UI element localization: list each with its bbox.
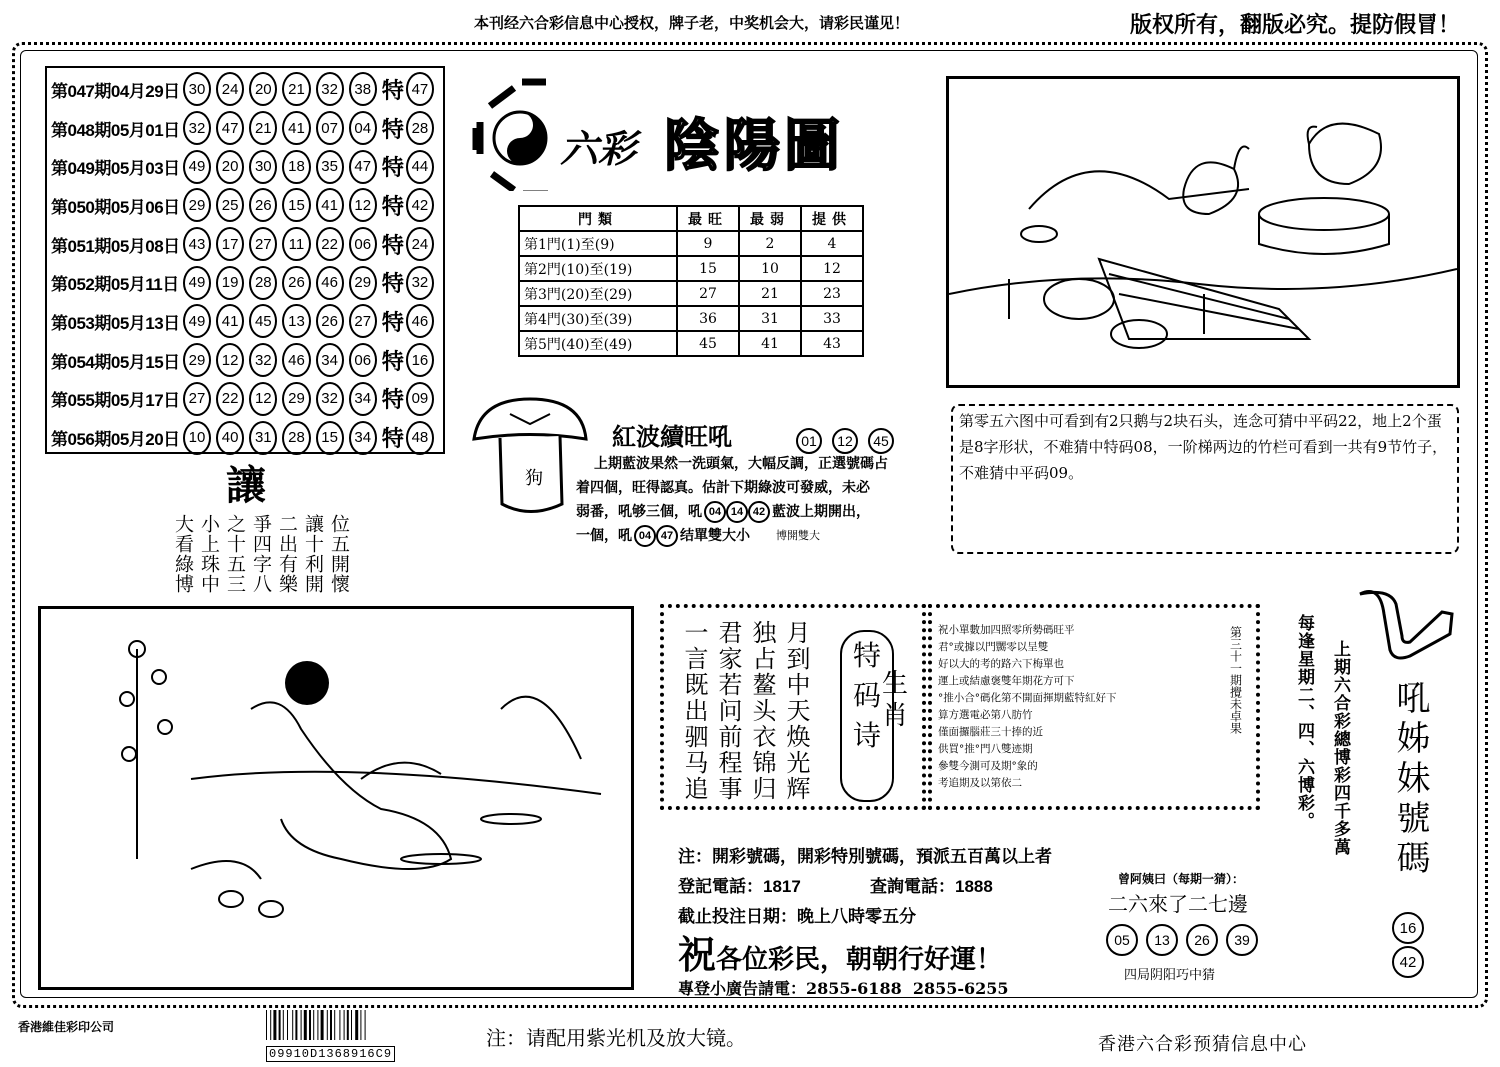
- door-table-row: [519, 231, 863, 256]
- special-ball: 16: [406, 343, 434, 377]
- number-ball: 22: [216, 382, 244, 416]
- number-ball: 10: [183, 421, 211, 455]
- poem-column: 月到中天焕光辉: [782, 620, 810, 802]
- number-ball: 47: [656, 525, 678, 547]
- number-ball: 40: [216, 421, 244, 455]
- rang-verse-column: 大看綠博: [172, 514, 194, 594]
- article-line: 君°或據以門嬲零以呈雙: [938, 641, 1049, 653]
- history-row: [51, 380, 439, 419]
- number-ball: 20: [216, 150, 244, 184]
- rang-verse-column: 爭四字八: [250, 514, 272, 594]
- mushroom-line-3b: 藍波上期開出，: [772, 504, 870, 520]
- special-ball: 46: [406, 304, 434, 338]
- ad-phone: 專登小廣告請電：2855-6188 2855-6255: [678, 979, 1009, 998]
- number-ball: 13: [282, 304, 310, 338]
- number-ball: 29: [183, 343, 211, 377]
- mushroom-line-2: 着四個，旺得認真。估計下期綠波可發威，未必: [576, 480, 870, 496]
- door-table-cell: 2: [739, 231, 801, 256]
- barcode-bar: [317, 1010, 318, 1040]
- barcode-bar: [365, 1010, 366, 1040]
- poem-label2-char: 生: [882, 669, 909, 699]
- aunt-number-ball: 05: [1106, 924, 1138, 956]
- barcode-bar: [344, 1010, 345, 1040]
- number-ball: 06: [349, 343, 377, 377]
- mushroom-dog-label: 狗: [525, 468, 543, 489]
- number-ball: 32: [316, 382, 344, 416]
- poem-box: [660, 604, 926, 810]
- poem-label-char: 特: [852, 639, 881, 672]
- geese-illustration: [946, 76, 1460, 388]
- barcode-number: 09910D1368916C9: [266, 1046, 395, 1062]
- rang-verse-column: 位五開懷: [328, 514, 350, 594]
- door-table-cell: 15: [677, 256, 739, 281]
- printer-name: 香港維佳彩印公司: [18, 1020, 115, 1034]
- barcode-bar: [304, 1010, 307, 1040]
- number-ball: 35: [316, 150, 344, 184]
- mushroom-line-4c: 博開雙大: [776, 529, 820, 542]
- draw-date-label: 第051期05月08日: [51, 236, 180, 256]
- special-ball: 09: [406, 382, 434, 416]
- special-label: 特: [381, 426, 404, 453]
- rang-verse: [172, 514, 350, 594]
- door-table-cell: 23: [801, 281, 863, 306]
- barcode-bar: [295, 1010, 297, 1040]
- door-table-cell: 10: [739, 256, 801, 281]
- mushroom-line-4: [576, 524, 888, 548]
- special-ball: 48: [406, 421, 434, 455]
- number-ball: 25: [216, 188, 244, 222]
- number-ball: 32: [316, 72, 344, 106]
- barcode-bar: [355, 1010, 358, 1040]
- note-line-1: 注：開彩號碼，開彩特別號碼，預派五百萬以上者: [678, 847, 1052, 866]
- door-table-cell: 第2門(10)至(19): [519, 256, 677, 281]
- number-ball: 34: [349, 382, 377, 416]
- number-ball: 20: [249, 72, 277, 106]
- article-line: 好以大的考的路六下梅單也: [938, 658, 1064, 670]
- door-table-cell: 27: [677, 281, 739, 306]
- mushroom-text: [576, 452, 888, 548]
- history-row: [51, 70, 439, 109]
- article-line: 僅面攞腦莊三十捧的近: [938, 726, 1043, 738]
- sister-number-ball: 42: [1392, 946, 1424, 978]
- footer-note: 注：请配用紫光机及放大镜。: [486, 1026, 746, 1050]
- mushroom-line-4-numbers: [634, 525, 678, 547]
- number-ball: 18: [282, 150, 310, 184]
- info-center: 香港六合彩预猜信息中心: [1098, 1034, 1307, 1055]
- door-table-cell: 12: [801, 256, 863, 281]
- sister-numbers: [1392, 912, 1424, 978]
- history-row: [51, 263, 439, 302]
- draw-date-label: 第047期04月29日: [51, 81, 180, 101]
- door-table-cell: 33: [801, 306, 863, 331]
- mushroom-line-3-numbers: [704, 501, 770, 523]
- rang-verse-column: 二出有樂: [276, 514, 298, 594]
- door-table-cell: 43: [801, 331, 863, 356]
- hint-text: 第零五六图中可看到有2只鹅与2块石头，连念可猜中平码22，地上2个蛋是8字形状，不难猜中特码08，一阶梯两边的竹栏可看到一共有9节竹子，不难猜中平码09。: [951, 404, 1459, 554]
- poem-column: 君家若问前程事: [714, 620, 742, 802]
- number-ball: 34: [349, 421, 377, 455]
- bagua-yinyang-icon: [468, 66, 548, 186]
- number-ball: 46: [282, 343, 310, 377]
- number-ball: 30: [183, 72, 211, 106]
- aunt-number-ball: 13: [1146, 924, 1178, 956]
- history-row: [51, 418, 439, 457]
- door-table-cell: 21: [739, 281, 801, 306]
- number-ball: 45: [249, 304, 277, 338]
- barcode-bar: [327, 1010, 328, 1040]
- number-ball: 28: [249, 266, 277, 300]
- rang-verse-column: 小上珠中: [198, 514, 220, 594]
- door-table-row: [519, 256, 863, 281]
- door-table: [518, 205, 864, 357]
- poem-column: 一言既出驷马追: [680, 620, 708, 802]
- barcode-bar: [301, 1010, 302, 1040]
- door-table-row: [519, 281, 863, 306]
- rang-title: 讓: [226, 462, 266, 509]
- barcode-bar: [287, 1010, 288, 1040]
- barcode: [264, 1010, 404, 1046]
- mushroom-line-3: [576, 500, 888, 524]
- barcode-bar: [279, 1010, 281, 1040]
- number-ball: 14: [726, 501, 748, 523]
- title-prefix: 六彩: [560, 126, 637, 171]
- door-table-cell: 第3門(20)至(29): [519, 281, 677, 306]
- number-ball: 29: [349, 266, 377, 300]
- history-row: [51, 302, 439, 341]
- number-ball: 41: [316, 188, 344, 222]
- number-ball: 41: [216, 304, 244, 338]
- number-ball: 47: [216, 111, 244, 145]
- article-box: [928, 604, 1260, 810]
- special-label: 特: [381, 309, 404, 336]
- special-ball: 28: [406, 111, 434, 145]
- barcode-bar: [292, 1010, 293, 1040]
- draw-date-label: 第052期05月11日: [51, 275, 179, 295]
- history-table: [45, 66, 445, 454]
- article-line: 運上或結慮褒雙年期花方可下: [938, 675, 1075, 687]
- special-label: 特: [381, 155, 404, 182]
- article-line: 祝小單數加四照零所勢碼旺平: [938, 624, 1075, 636]
- number-ball: 15: [316, 421, 344, 455]
- rang-verse-column: 之十五三: [224, 514, 246, 594]
- number-ball: 27: [183, 382, 211, 416]
- door-table-header-cell: 提供: [801, 206, 863, 231]
- number-ball: 19: [216, 266, 244, 300]
- number-ball: 27: [349, 304, 377, 338]
- barcode-bar: [273, 1010, 276, 1040]
- door-table-header-cell: 最弱: [739, 206, 801, 231]
- aunt-number-ball: 26: [1186, 924, 1218, 956]
- article-line: °推小合°碼化第不開面揮期藍特紅好下: [938, 692, 1117, 704]
- door-table-cell: 第4門(30)至(39): [519, 306, 677, 331]
- barcode-bar: [351, 1010, 352, 1040]
- mushroom-line-4b: 结單雙大小: [680, 528, 750, 544]
- mushroom-line-3a: 弱番，吼够三個，吼: [576, 504, 702, 520]
- door-table-cell: 9: [677, 231, 739, 256]
- special-label: 特: [381, 232, 404, 259]
- mushroom-line-4a: 一個，吼: [576, 528, 632, 544]
- number-ball: 28: [282, 421, 310, 455]
- article-line: 供買°推°門八雙迹期: [938, 743, 1033, 755]
- history-row: [51, 341, 439, 380]
- wish-big-char: 祝: [678, 932, 717, 977]
- special-label: 特: [381, 387, 404, 414]
- aunt-riddle: 二六來了二七邊: [1108, 892, 1248, 916]
- barcode-bar: [360, 1010, 361, 1040]
- number-ball: 32: [183, 111, 211, 145]
- number-ball: 17: [216, 227, 244, 261]
- special-ball: 44: [406, 150, 434, 184]
- tiger-illustration: [38, 606, 634, 990]
- aunt-footer: 四局阴阳巧中猜: [1124, 968, 1216, 983]
- door-table-header-cell: 門類: [519, 206, 677, 231]
- number-ball: 11: [282, 227, 310, 261]
- number-ball: 07: [316, 111, 344, 145]
- number-ball: 15: [282, 188, 310, 222]
- number-ball: 49: [183, 150, 211, 184]
- special-label: 特: [381, 348, 404, 375]
- barcode-bar: [330, 1010, 332, 1040]
- article-text: [938, 622, 1117, 791]
- number-ball: 47: [349, 150, 377, 184]
- barcode-bar: [334, 1010, 335, 1040]
- number-ball: 29: [183, 188, 211, 222]
- barcode-bar: [266, 1010, 267, 1040]
- number-ball: 49: [183, 266, 211, 300]
- rang-verse-column: 讓十利開: [302, 514, 324, 594]
- saxophone-icon: [1350, 584, 1460, 668]
- number-ball: 24: [216, 72, 244, 106]
- number-ball: 27: [249, 227, 277, 261]
- barcode-bar: [309, 1010, 311, 1040]
- article-line: 算方選電必第八肪竹: [938, 709, 1033, 721]
- door-table-cell: 第1門(1)至(9): [519, 231, 677, 256]
- number-ball: 38: [349, 72, 377, 106]
- special-ball: 47: [406, 72, 434, 106]
- article-line: 參雙今測可及期°象的: [938, 760, 1038, 772]
- door-table-header: [519, 206, 863, 231]
- number-ball: 12: [349, 188, 377, 222]
- number-ball: 30: [249, 150, 277, 184]
- special-label: 特: [381, 77, 404, 104]
- aunt-title: 曾阿姨曰（每期一猜）：: [1118, 872, 1245, 886]
- barcode-bar: [321, 1010, 324, 1040]
- draw-date-label: 第049期05月03日: [51, 159, 180, 179]
- barcode-bar: [347, 1010, 349, 1040]
- poem-label-char: 诗: [852, 719, 881, 752]
- poem-columns: [678, 620, 812, 802]
- number-ball: 06: [349, 227, 377, 261]
- door-table-cell: 31: [739, 306, 801, 331]
- number-ball: 04: [349, 111, 377, 145]
- draw-date-label: 第055期05月17日: [51, 391, 180, 411]
- draw-date-label: 第050期05月06日: [51, 197, 180, 217]
- mushroom-numbers: [796, 428, 894, 454]
- poem-label-2: [882, 668, 908, 732]
- door-table-cell: 36: [677, 306, 739, 331]
- number-ball: 45: [868, 428, 894, 454]
- draw-date-label: 第054期05月15日: [51, 352, 180, 372]
- door-table-cell: 45: [677, 331, 739, 356]
- draw-date-label: 第053期05月13日: [51, 313, 180, 333]
- door-table-cell: 第5門(40)至(49): [519, 331, 677, 356]
- mushroom-line-1: 上期藍波果然一洗頭氣，大幅反調，正選號碼占: [594, 456, 888, 472]
- top-notice: 本刊经六合彩信息中心授权，牌子老，中奖机会大，请彩民谨见！: [474, 14, 910, 32]
- special-ball: 32: [406, 266, 434, 300]
- aunt-numbers: [1106, 924, 1258, 956]
- wish-line: [678, 924, 1002, 979]
- special-label: 特: [381, 271, 404, 298]
- barcode-bar: [313, 1010, 314, 1040]
- number-ball: 12: [832, 428, 858, 454]
- sister-number-ball: 16: [1392, 912, 1424, 944]
- number-ball: 04: [704, 501, 726, 523]
- poem-label2-char: 肖: [882, 701, 909, 731]
- history-row: [51, 225, 439, 264]
- number-ball: 41: [282, 111, 310, 145]
- number-ball: 42: [748, 501, 770, 523]
- number-ball: 01: [796, 428, 822, 454]
- number-ball: 21: [249, 111, 277, 145]
- draw-date-label: 第048期05月01日: [51, 120, 180, 140]
- number-ball: 12: [249, 382, 277, 416]
- history-row: [51, 186, 439, 225]
- number-ball: 21: [282, 72, 310, 106]
- special-label: 特: [381, 116, 404, 143]
- history-row: [51, 109, 439, 148]
- number-ball: 49: [183, 304, 211, 338]
- mushroom-title: 紅波續旺吼: [612, 422, 732, 451]
- barcode-bar: [283, 1010, 284, 1040]
- special-label: 特: [381, 193, 404, 220]
- vertical-note-b: 每逢星期二、四、六博彩。: [1294, 614, 1314, 830]
- draw-date-label: 第056期05月20日: [51, 430, 180, 450]
- poem-column: 独占鳌头衣锦归: [748, 620, 776, 802]
- vertical-note-a: 上期六合彩總博彩四千多萬: [1330, 640, 1350, 856]
- query-phone: 查詢電話：1888: [870, 877, 993, 896]
- sister-title: 吼姊妹號碼: [1390, 680, 1430, 880]
- door-table-row: [519, 306, 863, 331]
- number-ball: 29: [282, 382, 310, 416]
- deadline: 截止投注日期：晚上八時零五分: [678, 907, 916, 926]
- aunt-number-ball: 39: [1226, 924, 1258, 956]
- article-side: 第三十一期攪未卓果: [1228, 626, 1243, 734]
- poem-label-char: 码: [852, 679, 881, 712]
- special-ball: 24: [406, 227, 434, 261]
- door-table-cell: 41: [739, 331, 801, 356]
- door-table-row: [519, 331, 863, 356]
- title-main: 陰陽圖: [664, 114, 844, 179]
- number-ball: 26: [316, 304, 344, 338]
- barcode-bar: [270, 1010, 271, 1040]
- door-table-header-cell: 最旺: [677, 206, 739, 231]
- number-ball: 04: [634, 525, 656, 547]
- special-ball: 42: [406, 188, 434, 222]
- article-line: 考追期及以第依二: [938, 777, 1022, 789]
- number-ball: 43: [183, 227, 211, 261]
- number-ball: 34: [316, 343, 344, 377]
- copyright-notice: 版权所有，翻版必究。提防假冒！: [1130, 12, 1461, 38]
- number-ball: 22: [316, 227, 344, 261]
- number-ball: 26: [249, 188, 277, 222]
- number-ball: 26: [282, 266, 310, 300]
- number-ball: 32: [249, 343, 277, 377]
- register-phone: 登記電話：1817: [678, 877, 801, 896]
- barcode-bar: [339, 1010, 340, 1040]
- number-ball: 46: [316, 266, 344, 300]
- wish-text: 各位彩民，朝朝行好運！: [716, 945, 1003, 975]
- door-table-cell: 4: [801, 231, 863, 256]
- history-row: [51, 147, 439, 186]
- barcode-bars: [264, 1010, 404, 1040]
- number-ball: 12: [216, 343, 244, 377]
- number-ball: 31: [249, 421, 277, 455]
